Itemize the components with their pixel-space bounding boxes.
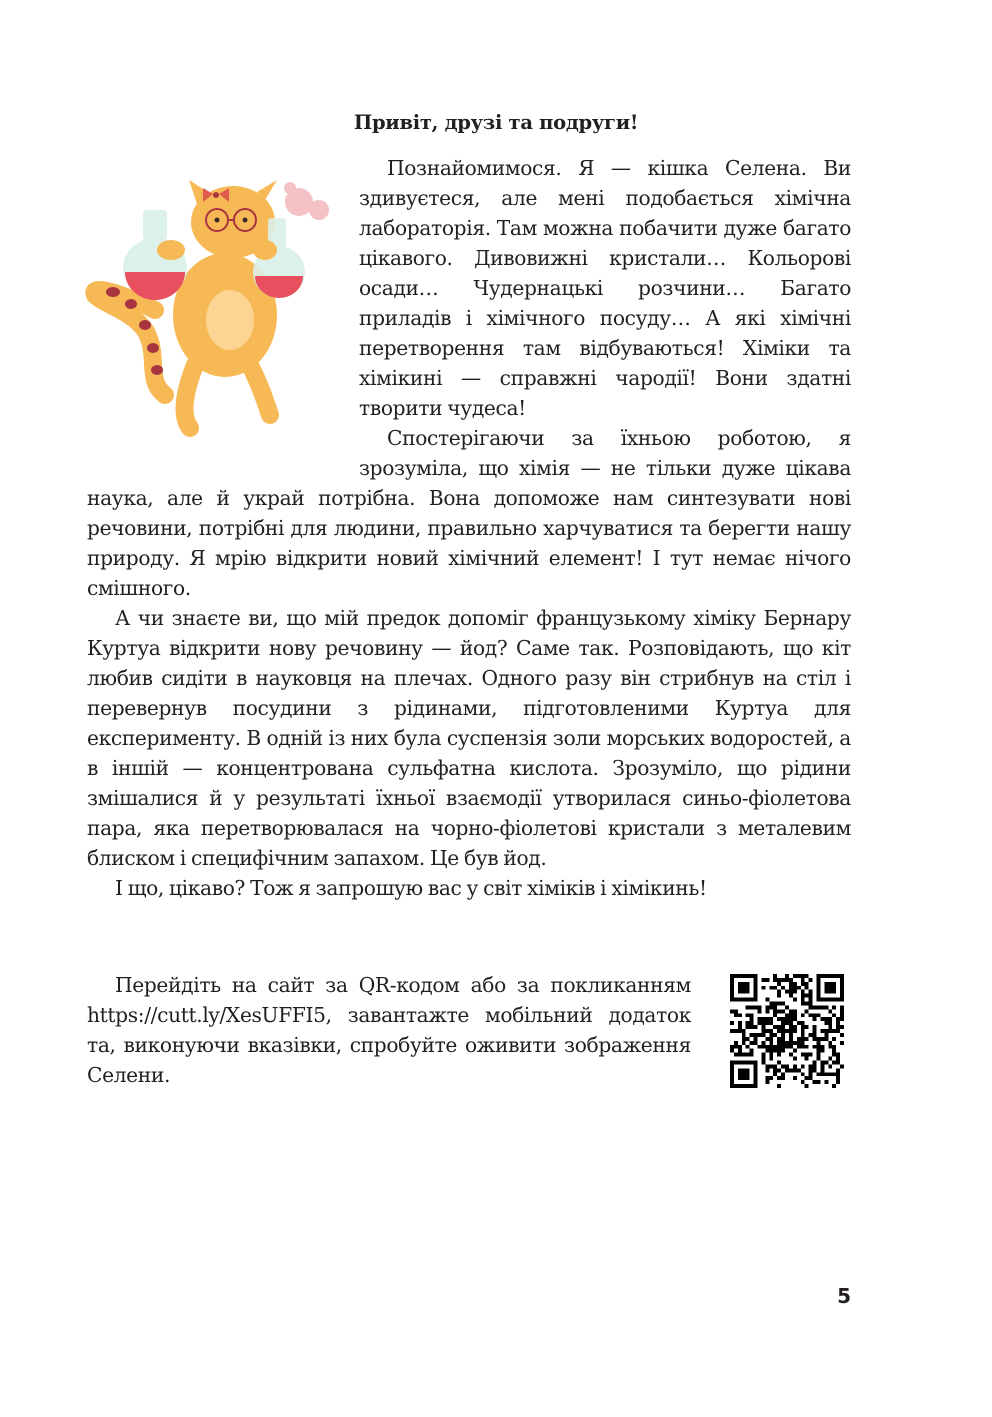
paragraph: Познайомимося. Я — кішка Селена. Ви здивуєтеся, але мені подобається хімічна лабораторія. Там можна побачити дуже багато цікавого. Дивовижні кристали… Кольорові осади… Чудернацькі розчини… Багато приладів і хімічного посуду… А які хімічні перетворення там відбуваються! Хіміки та хімікині — справжні чародії! Вони здатні творити чудеса! bbox=[359, 156, 851, 420]
qr-code-icon[interactable] bbox=[730, 974, 844, 1088]
page-number: 5 bbox=[837, 1284, 851, 1308]
qr-instructions bbox=[87, 970, 691, 1090]
paragraph: Спостерігаючи за їхньою роботою, я зрозуміла, що хімія — не тільки дуже цікава наука, але й украй потрібна. Вона допоможе нам синтезувати нові речовини, потрібні для людини, правильно харчуватися та берегти нашу природу. Я мрію відкрити новий хімічний елемент! І тут немає нічого смішного. bbox=[87, 426, 851, 600]
qr-instructions-text: Перейдіть на сайт за QR-кодом або за покликанням https://cutt.ly/XesUFFI5, завантажте мобільний додаток та, виконуючи вказівки, спробуйте оживити зображення Селени. bbox=[87, 973, 691, 1087]
greeting-heading: Привіт, друзі та подруги! bbox=[353, 111, 639, 134]
illustration-spacer bbox=[87, 153, 359, 469]
paragraph: І що, цікаво? Тож я запрошую вас у світ хіміків і хімікинь! bbox=[115, 876, 707, 900]
paragraph: А чи знаєте ви, що мій предок допоміг французькому хіміку Бернару Куртуа відкрити нову речовину — йод? Саме так. Розповідають, що кіт любив сидіти в науковця на плечах. Одного разу він стрибнув на стіл і перевернув посудини з рідинами, підготовленими Куртуа для експерименту. В одній із них була суспензія золи морських водоростей, а в іншій — концентрована сульфатна кислота. Зрозуміло, що рідини змішалися й у результаті їхньої взаємодії утворилася синьо-фіолетова пара, яка перетворювалася на чорно-фіолетові кристали з металевим блиском і специфічним запахом. Це був йод. bbox=[87, 606, 851, 870]
intro-text bbox=[87, 153, 851, 903]
